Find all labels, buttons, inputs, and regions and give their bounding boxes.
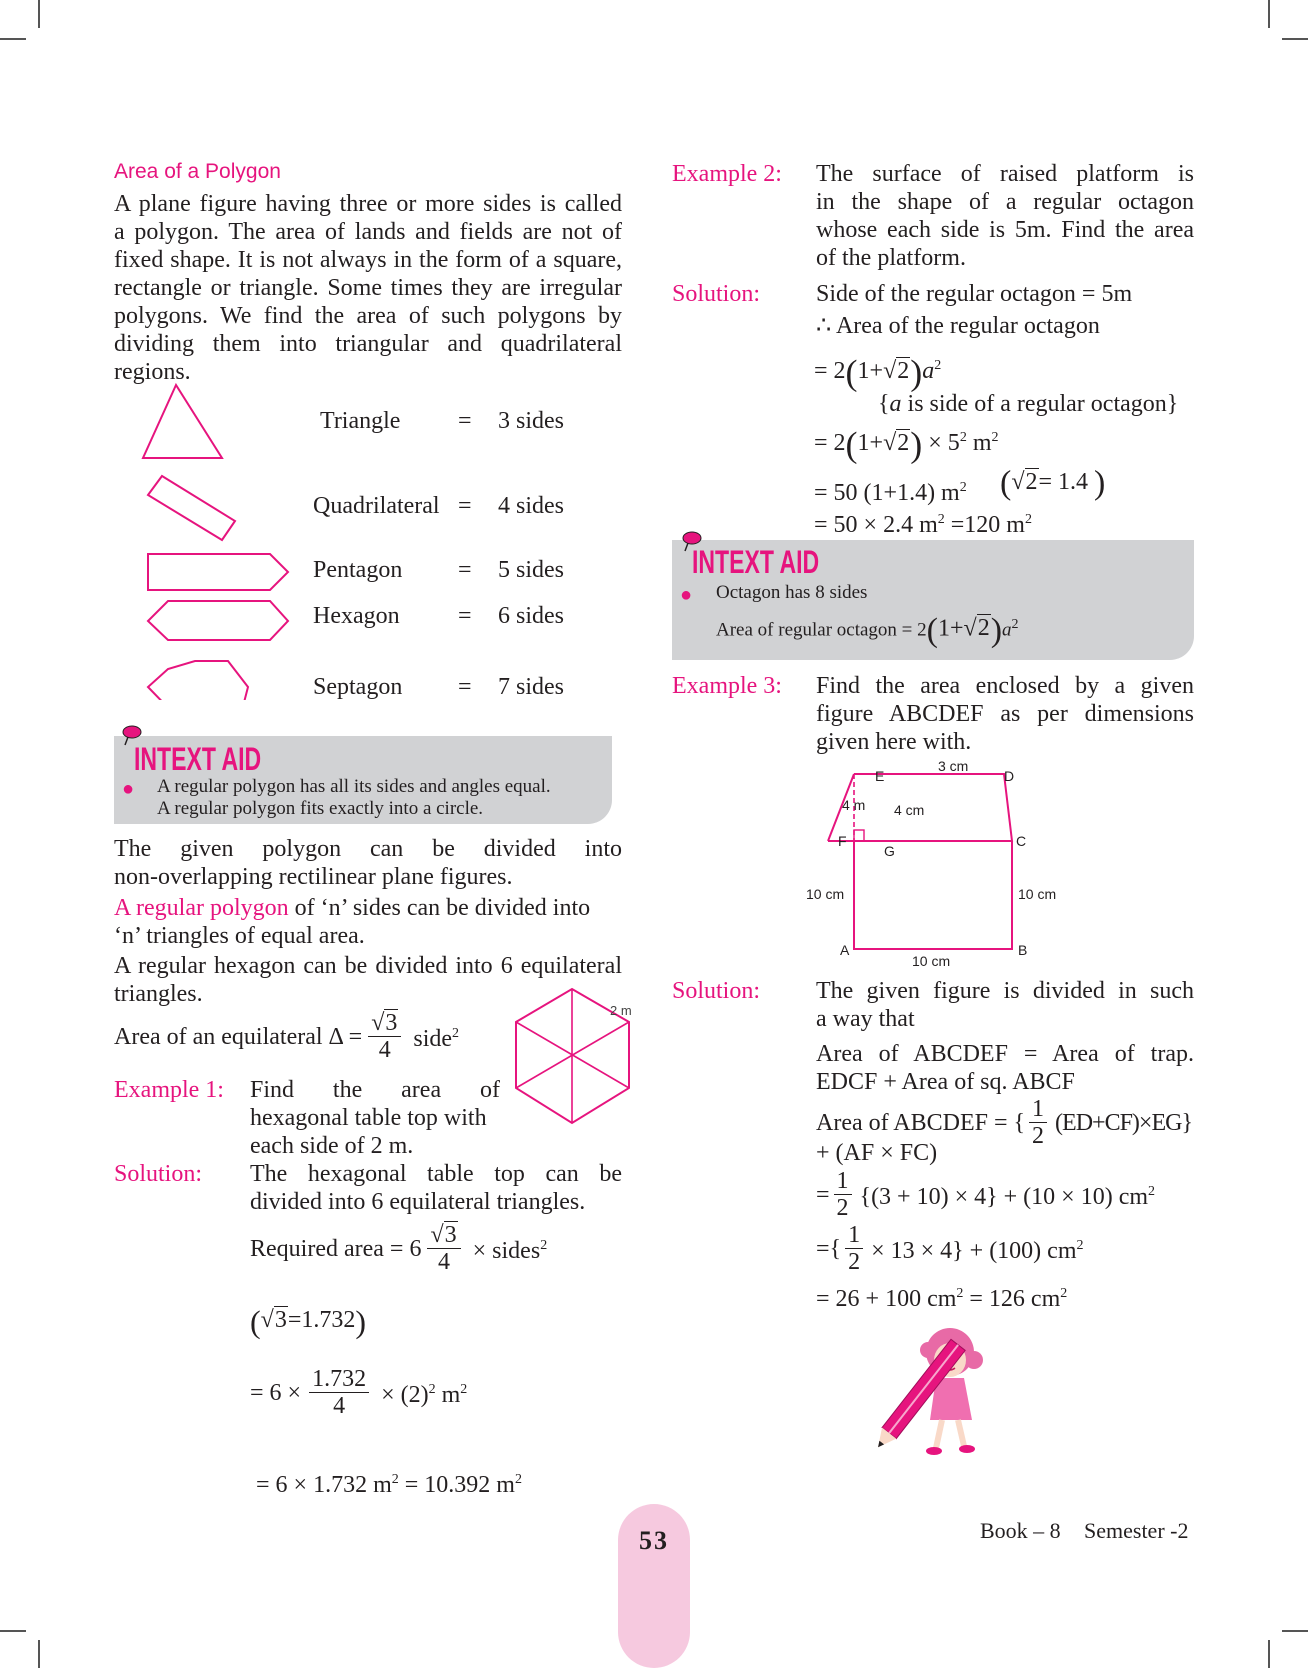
octagon-formula: = $2(1+√2)a^2$	[814, 352, 942, 393]
bullet-icon: ●	[680, 584, 693, 606]
intext-aid-title: INTEXT AID	[134, 741, 262, 777]
solution-label: Solution:	[672, 281, 761, 307]
example-text	[816, 672, 1194, 756]
fraction: $\frac{1}{2}$	[845, 1222, 863, 1275]
solution-text	[250, 1160, 622, 1216]
vertex-label: A	[840, 942, 850, 958]
dimension-label: 10 cm	[1018, 886, 1057, 902]
section-heading: Area of a Polygon	[114, 160, 281, 183]
crop-mark	[1282, 38, 1308, 40]
numerator: √3	[368, 1010, 401, 1037]
text-line: hexagonal table top with	[250, 1105, 487, 1131]
text-line: polygons. We find the area of such polygons by	[114, 303, 622, 329]
text-line: of the platform.	[816, 245, 966, 271]
equals-sign: =	[458, 408, 472, 434]
formula-text: side$^2$	[413, 1026, 460, 1052]
crop-mark	[1268, 0, 1270, 28]
paragraph	[114, 894, 622, 950]
text-line: The given figure is divided in such	[816, 978, 1194, 1004]
text-line: figure ABCDEF as per dimensions	[816, 701, 1194, 727]
dimension-label: 3 cm	[938, 758, 969, 774]
solution-label: Solution:	[114, 1161, 203, 1187]
text-line: Area of ABCDEF = Area of trap.	[816, 1041, 1194, 1067]
vertex-label: D	[1004, 768, 1015, 784]
dimension-label: 10 cm	[806, 886, 845, 902]
formula-text: × sides$^2$	[472, 1238, 548, 1264]
denominator: 4	[333, 1393, 346, 1419]
side-count: 4 sides	[498, 493, 564, 519]
hexagon-side-label: 2 m	[610, 1003, 632, 1018]
formula-text: = 6 ×	[250, 1379, 302, 1406]
final-answer: = 6 × 1.732 $m^2 = 10.392$ $m^2$	[256, 1472, 522, 1498]
highlight-term: A regular polygon	[114, 895, 289, 921]
page-number: 53	[639, 1526, 669, 1555]
crop-mark	[1282, 1630, 1308, 1632]
aid-text	[157, 776, 551, 820]
vertex-label: C	[1016, 833, 1027, 849]
equals-sign: =	[458, 493, 472, 519]
octagon-result: = 50 × 2.4 $m^2 =120$ $m^2$	[814, 512, 1032, 538]
equilateral-formula	[114, 1010, 459, 1063]
vertex-label: B	[1018, 942, 1028, 958]
text-line: each side of 2 m.	[250, 1133, 414, 1159]
formula-text: × $(2)^2$ $m^2$	[381, 1382, 468, 1408]
fraction: $\frac{1}{2}$	[834, 1168, 852, 1221]
example-text	[250, 1076, 500, 1160]
text-line: EDCF + Area of sq. ABCF	[816, 1069, 1075, 1095]
example-text	[816, 160, 1194, 272]
equals-sign: =	[458, 557, 472, 583]
aid-line: A regular polygon has all its sides and angles equal.	[157, 776, 551, 797]
quadrilateral-shape	[148, 476, 235, 540]
text-line: The given polygon can be divided into	[114, 836, 622, 862]
hexagon-shape	[148, 601, 288, 640]
octagon-step: = $2(1+√2) \times 5^2$ $m^2$	[814, 424, 999, 465]
solution-text	[816, 1040, 1194, 1096]
aid-line: Octagon has 8 sides	[716, 582, 868, 603]
vertex-label: E	[875, 768, 885, 784]
crop-mark	[0, 1630, 26, 1632]
equals-sign: =	[458, 603, 472, 629]
intext-aid-title: INTEXT AID	[692, 544, 820, 580]
example-label: Example 3:	[672, 673, 782, 699]
example-label: Example 1:	[114, 1077, 224, 1103]
text-line: a polygon. The area of lands and fields are not of	[114, 219, 622, 245]
formula-text: Required area = 6	[250, 1235, 422, 1262]
text-line: triangles.	[114, 981, 203, 1007]
text-line: given here with.	[816, 729, 972, 755]
text-line: a way that	[816, 1006, 915, 1032]
shape-name: Septagon	[313, 674, 403, 700]
text-line: The hexagonal table top can be	[250, 1161, 622, 1187]
solution-text: ∴ Area of the regular octagon	[816, 313, 1100, 339]
text-line: divided into 6 equilateral triangles.	[250, 1189, 586, 1215]
girl-with-pencil-illustration	[870, 1320, 1000, 1462]
pentagon-shape	[148, 554, 288, 590]
fraction	[427, 1222, 460, 1275]
step-formula	[250, 1366, 467, 1419]
vertex-label: F	[838, 833, 847, 849]
side-count: 6 sides	[498, 603, 564, 629]
side-count: 7 sides	[498, 674, 564, 700]
aid-formula: Area of regular octagon = $2(1+√2)a^2$	[716, 612, 1019, 649]
text-span: of ‘n’ sides can be divided into	[288, 895, 591, 921]
text-line: whose each side is 5m. Find the area	[816, 217, 1194, 243]
text-line: in the shape of a regular octagon	[816, 189, 1194, 215]
octagon-note: {a is side of a regular octagon}	[878, 391, 1179, 417]
paragraph	[114, 835, 622, 891]
octagon-step: = 50 (1+1.4) $m^2$	[814, 480, 967, 506]
equals-sign: =	[458, 674, 472, 700]
dimension-label: 10 cm	[912, 953, 951, 969]
denominator: 4	[378, 1037, 391, 1063]
root2-value: (√2= 1.4 )	[1000, 464, 1106, 502]
numerator: 1.732	[309, 1366, 369, 1393]
text-line: Find the area enclosed by a given	[816, 673, 1194, 699]
fraction: $\frac{1}{2}$	[1029, 1096, 1047, 1149]
calc-result: = 26 + 100 $cm^2 = 126$ $cm^2$	[816, 1286, 1068, 1312]
text-line: rectangle or triangle. Some times they are irregular	[114, 275, 622, 301]
shape-name: Pentagon	[313, 557, 403, 583]
dimension-label: 4 cm	[894, 802, 925, 818]
crop-mark	[0, 38, 26, 40]
side-count: 3 sides	[498, 408, 564, 434]
semester-label: Semester -2	[1084, 1518, 1189, 1543]
text-line: The surface of raised platform is	[816, 161, 1194, 187]
calc-step: = $\frac{1}{2}$ {(3 + 10) × 4} + (10 × 10) $cm^2$	[816, 1168, 1156, 1221]
text-line: regions.	[114, 359, 191, 385]
text-line: Find the area of	[250, 1077, 500, 1103]
formula-text: Area of an equilateral Δ =	[114, 1023, 363, 1050]
text-line: dividing them into triangular and quadrilateral	[114, 331, 622, 357]
shape-name: Quadrilateral	[313, 493, 440, 519]
vertex-label: G	[884, 843, 895, 859]
aid-line: A regular polygon fits exactly into a circle.	[157, 798, 484, 819]
text-line: ‘n’ triangles of equal area.	[114, 923, 365, 949]
text-line	[114, 894, 622, 922]
shape-name: Triangle	[320, 408, 401, 434]
crop-mark	[38, 1640, 40, 1668]
solution-text: Side of the regular octagon = 5m	[816, 281, 1133, 307]
area-formula-line2: + (AF × FC)	[816, 1140, 938, 1166]
polygon-shapes	[140, 380, 300, 700]
example-label: Example 2:	[672, 161, 782, 187]
text-line: A plane figure having three or more sides is called	[114, 191, 622, 217]
side-count: 5 sides	[498, 557, 564, 583]
solution-label: Solution:	[672, 978, 761, 1004]
intro-paragraph	[114, 190, 622, 386]
denominator: 4	[438, 1249, 451, 1275]
dimension-label: 4 m	[842, 797, 866, 813]
fraction	[309, 1366, 369, 1419]
fraction	[368, 1010, 401, 1063]
book-label: Book – 8	[980, 1518, 1061, 1543]
crop-mark	[38, 0, 40, 28]
bullet-icon: ●	[122, 778, 135, 800]
text-line: fixed shape. It is not always in the form of a square,	[114, 247, 622, 273]
triangle-shape	[143, 385, 222, 458]
area-formula: Area of ABCDEF = { $\frac{1}{2}$ (ED+CF)×EG}	[816, 1096, 1192, 1149]
calc-step: ={ $\frac{1}{2}$ × 13 × 4} + (100) $cm^2$	[816, 1222, 1084, 1275]
required-area-formula	[250, 1222, 547, 1275]
crop-mark	[1268, 1640, 1270, 1668]
septagon-shape	[148, 661, 248, 700]
root3-value: (√3=1.732)	[250, 1303, 367, 1340]
solution-text	[816, 977, 1194, 1033]
text-line: non-overlapping rectilinear plane figures.	[114, 864, 513, 890]
text-line: A regular hexagon can be divided into 6 equilateral	[114, 953, 622, 979]
shape-name: Hexagon	[313, 603, 400, 629]
numerator: √3	[427, 1222, 460, 1249]
